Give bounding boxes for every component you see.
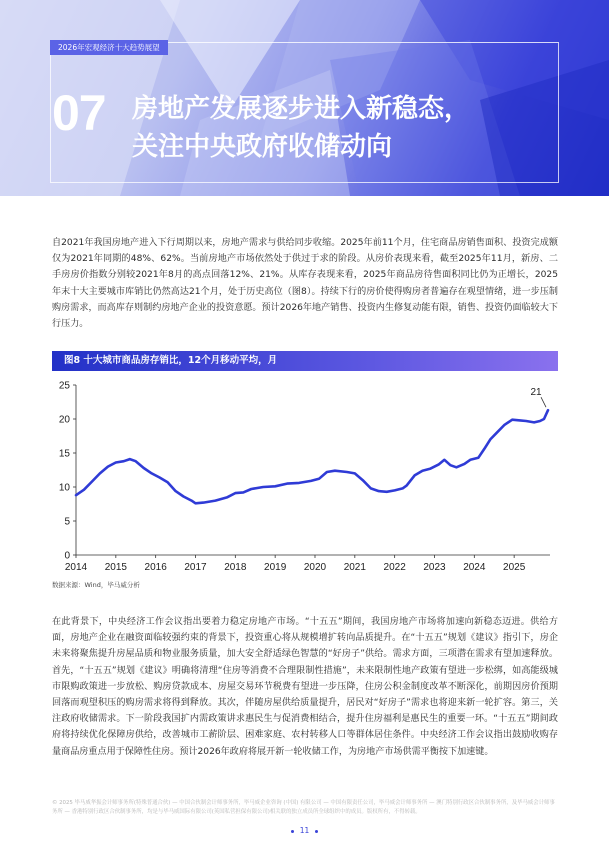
body-paragraph: 在此背景下，中央经济工作会议指出要着力稳定房地产市场。“十五五”期间，我国房地产市场将加速向新稳态迈进。供给方面，房地产企业在融资面临较强约束的背景下，投资重心将从规模增扩转向品质提升。在“十五五”规划《建议》指引下，房企未来将聚焦提升房屋品质和物业服务质量，加大安全舒适绿色智慧的“好房子”供给。需求方面，三项潜在需求有望加速释放。首先，“十五五”规划《建议》明确将清理“住房等消费不合理限制性措施”，未来限制性地产政策有望进一步松绑，如高能级城市限购政策进一步放松、购房贷款成本、房屋交易环节税费有望进一步压降，住房公积金制度改革不断深化，前期因房价预期回落而观望积压的购房需求将得到释放。其次，伴随房屋供给质量提升，居民对“好房子”需求也将迎来新一轮扩容。第三，关注政府收储需求。下一阶段我国扩内需政策讲求惠民生与促消费相结合，提升住房福利是惠民生的重要一环。“十五五”期间政府将持续优化保障房供给，改善城市工薪阶层、困难家庭、农村转移人口等群体居住条件。中央经济工作会议指出鼓励收购存量商品房重点用于保障性住房。预计2026年政府将展开新一轮收储工作，为房地产市场供需平衡按下加速键。 (52, 617, 558, 757)
x-tick-label: 2014 (64, 562, 88, 573)
copyright-note: © 2025 毕马威华振会计师事务所(特殊普通合伙) — 中国合伙制会计师事务所，毕马威企业咨询 (中国) 有限公司 — 中国有限责任公司，毕马威会计师事务所 — 澳门特别行政区合伙制事务所，及毕马威会计师事务所 — 香港特别行政区合伙制事务所，均是与毕马威国际有限公司(英国私营担保有限公司)相关联的独立成员所全球组织中的成员。版权所有，不得转载。 (52, 800, 555, 815)
series-line (76, 410, 548, 503)
chapter-title-line-2: 关注中央政府收储动向 (132, 132, 393, 162)
x-tick-label: 2015 (104, 562, 127, 573)
x-tick-label: 2018 (224, 562, 247, 573)
x-tick-label: 2022 (383, 562, 406, 573)
x-tick-label: 2016 (144, 562, 167, 573)
y-tick-label: 5 (64, 516, 70, 528)
chapter-title-line-1: 房地产发展逐步进入新稳态， (132, 94, 471, 124)
x-tick-label: 2021 (343, 562, 366, 573)
x-tick-label: 2025 (503, 562, 526, 573)
x-tick-label: 2023 (423, 562, 446, 573)
x-tick-label: 2017 (184, 562, 207, 573)
line-chart (52, 375, 558, 580)
page-dot-right (315, 830, 318, 833)
y-tick-label: 0 (64, 550, 70, 562)
chart-title: 图8 十大城市商品房存销比，12个月移动平均，月 (52, 351, 558, 371)
y-tick-label: 10 (58, 482, 70, 494)
header-banner (0, 0, 609, 196)
chapter-title (132, 90, 470, 166)
x-tick-label: 2020 (303, 562, 327, 573)
page-dot-left (291, 830, 294, 833)
x-tick-label: 2024 (463, 562, 486, 573)
x-tick-label: 2019 (264, 562, 287, 573)
y-tick-label: 20 (58, 414, 70, 426)
annotation-leader (541, 397, 546, 407)
page-number: 11 (299, 826, 310, 835)
intro-paragraph: 自2021年我国房地产进入下行周期以来，房地产需求与供给同步收缩。2025年前11个月，住宅商品房销售面积、投资完成额仅为2021年同期的48%、62%。当前房地产市场依然处于供过于求的阶段。从房价表现来看，截至2025年11月，新房、二手房房价指数分别较2021年8月的高点回落12%、21%。从库存表现来看，2025年商品房待售面积同比仍为正增长，2025年末十大主要城市库销比仍然高达21个月，处于历史高位（图8）。持续下行的房价使得购房者普遍存在观望情绪，进一步压制购房需求，而高库存则制约房地产企业的投资意愿。预计2026年地产销售、投资内生修复动能有限，销售、投资仍面临较大下行压力。 (52, 238, 558, 330)
page-footer (0, 826, 609, 835)
y-tick-label: 25 (58, 380, 70, 392)
document-tag: 2026年宏观经济十大趋势展望 (50, 40, 168, 55)
chapter-number: 07 (52, 85, 106, 141)
chart-source: 数据来源：Wind，毕马威分析 (52, 581, 140, 589)
annotation-label: 21 (530, 387, 542, 399)
y-tick-label: 15 (58, 448, 70, 460)
